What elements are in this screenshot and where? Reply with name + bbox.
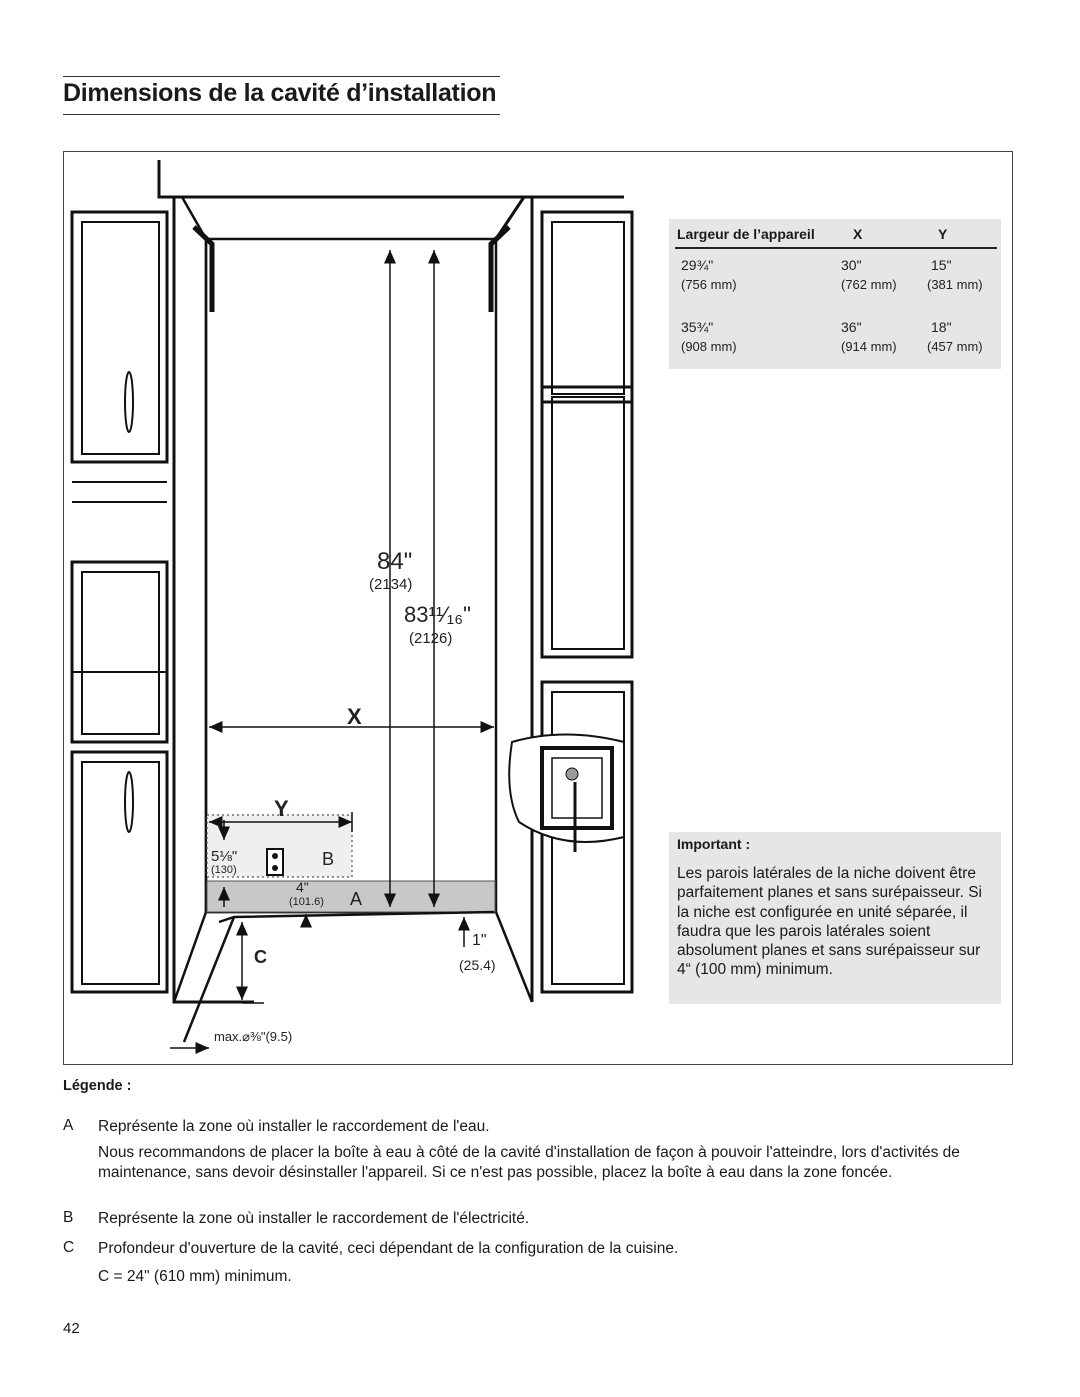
legend-text-b: Représente la zone où installer le raccordement de l'électricité. — [98, 1210, 530, 1227]
right-upper-cabinet — [542, 212, 632, 402]
important-text: Les parois latérales de la niche doivent être parfaitement planes et sans surépaisseur. Si la niche est configurée en unité séparée, il faudra que les parois latérales soient absolument planes et sans surépaisseur sur 4“ (100 mm) minimum. — [677, 865, 983, 979]
cavity-back-wall — [206, 239, 496, 912]
table-cell: (381 mm) — [927, 277, 983, 292]
bracket-left — [194, 227, 212, 312]
dim-83-label: 83¹¹⁄₁₆" — [404, 602, 471, 627]
dim-max-label: max.⌀⅜"(9.5) — [214, 1029, 293, 1044]
legend-text-a: Représente la zone où installer le raccordement de l'eau. — [98, 1118, 490, 1135]
table-cell: (457 mm) — [927, 339, 983, 354]
table-cell: 30" — [841, 257, 862, 273]
page-number: 42 — [63, 1320, 80, 1337]
table-header-width: Largeur de l’appareil — [677, 226, 815, 242]
dim-c-label: C — [254, 947, 267, 967]
table-row: 29¾" — [681, 257, 714, 273]
left-mid-cabinet — [72, 562, 167, 742]
appliance-width-table — [669, 219, 1001, 369]
page-title: Dimensions de la cavité d’installation — [63, 79, 497, 107]
table-cell: 18" — [931, 319, 952, 335]
left-upper-cabinet — [72, 212, 167, 462]
legend-letter-b: B — [63, 1209, 74, 1226]
left-lower-cabinet — [72, 752, 167, 992]
table-cell: (756 mm) — [681, 277, 737, 292]
zone-a-label: A — [350, 889, 363, 909]
bracket-right — [491, 227, 509, 312]
dim-x-label: X — [347, 704, 362, 729]
title-rule-bottom — [63, 114, 500, 115]
table-cell: (914 mm) — [841, 339, 897, 354]
dim-1-mm: (25.4) — [459, 957, 496, 973]
title-rule-top — [63, 76, 500, 77]
legend-letter-c: C — [63, 1239, 75, 1256]
table-cell: (762 mm) — [841, 277, 897, 292]
dim-84-label: 84" — [377, 548, 413, 575]
table-header-y: Y — [938, 226, 948, 242]
table-cell: 15" — [931, 257, 952, 273]
dim-4-label: 4" — [296, 879, 309, 895]
zone-b-label: B — [322, 849, 335, 869]
dim-y-label: Y — [274, 796, 289, 821]
table-header-x: X — [853, 226, 863, 242]
dim-1-label: 1" — [472, 932, 487, 949]
dim-5-mm: (130) — [211, 864, 237, 876]
ceiling-line — [159, 160, 624, 197]
table-header-rule — [675, 247, 997, 249]
dim-5-label: 5⅛" — [211, 848, 238, 865]
dim-84-mm: (2134) — [369, 576, 413, 593]
legend-letter-a: A — [63, 1117, 74, 1134]
right-mid-cabinet — [542, 387, 632, 657]
important-note — [669, 832, 1001, 1004]
legend-note-c: C = 24" (610 mm) minimum. — [98, 1268, 292, 1285]
table-cell: (908 mm) — [681, 339, 737, 354]
legend-text-c: Profondeur d'ouverture de la cavité, ceci dépendant de la configuration de la cuisine. — [98, 1240, 679, 1257]
water-box-icon — [509, 735, 624, 853]
table-row: 35¾" — [681, 319, 714, 335]
outlet-icon — [267, 849, 283, 875]
water-pipe — [219, 912, 494, 922]
dim-83-mm: (2126) — [409, 630, 453, 647]
legend-note-a: Nous recommandons de placer la boîte à eau à côté de la cavité d'installation de façon à pouvoir l'atteindre, lors d'activités de maintenance, sans devoir désinstaller l'appareil. Si ce n'est pas possible, placez la boîte à eau dans la zone foncée. — [98, 1144, 960, 1181]
table-cell: 36" — [841, 319, 862, 335]
important-title: Important : — [677, 836, 751, 852]
dim-4-mm: (101.6) — [289, 896, 324, 908]
legend-title: Légende : — [63, 1078, 132, 1094]
